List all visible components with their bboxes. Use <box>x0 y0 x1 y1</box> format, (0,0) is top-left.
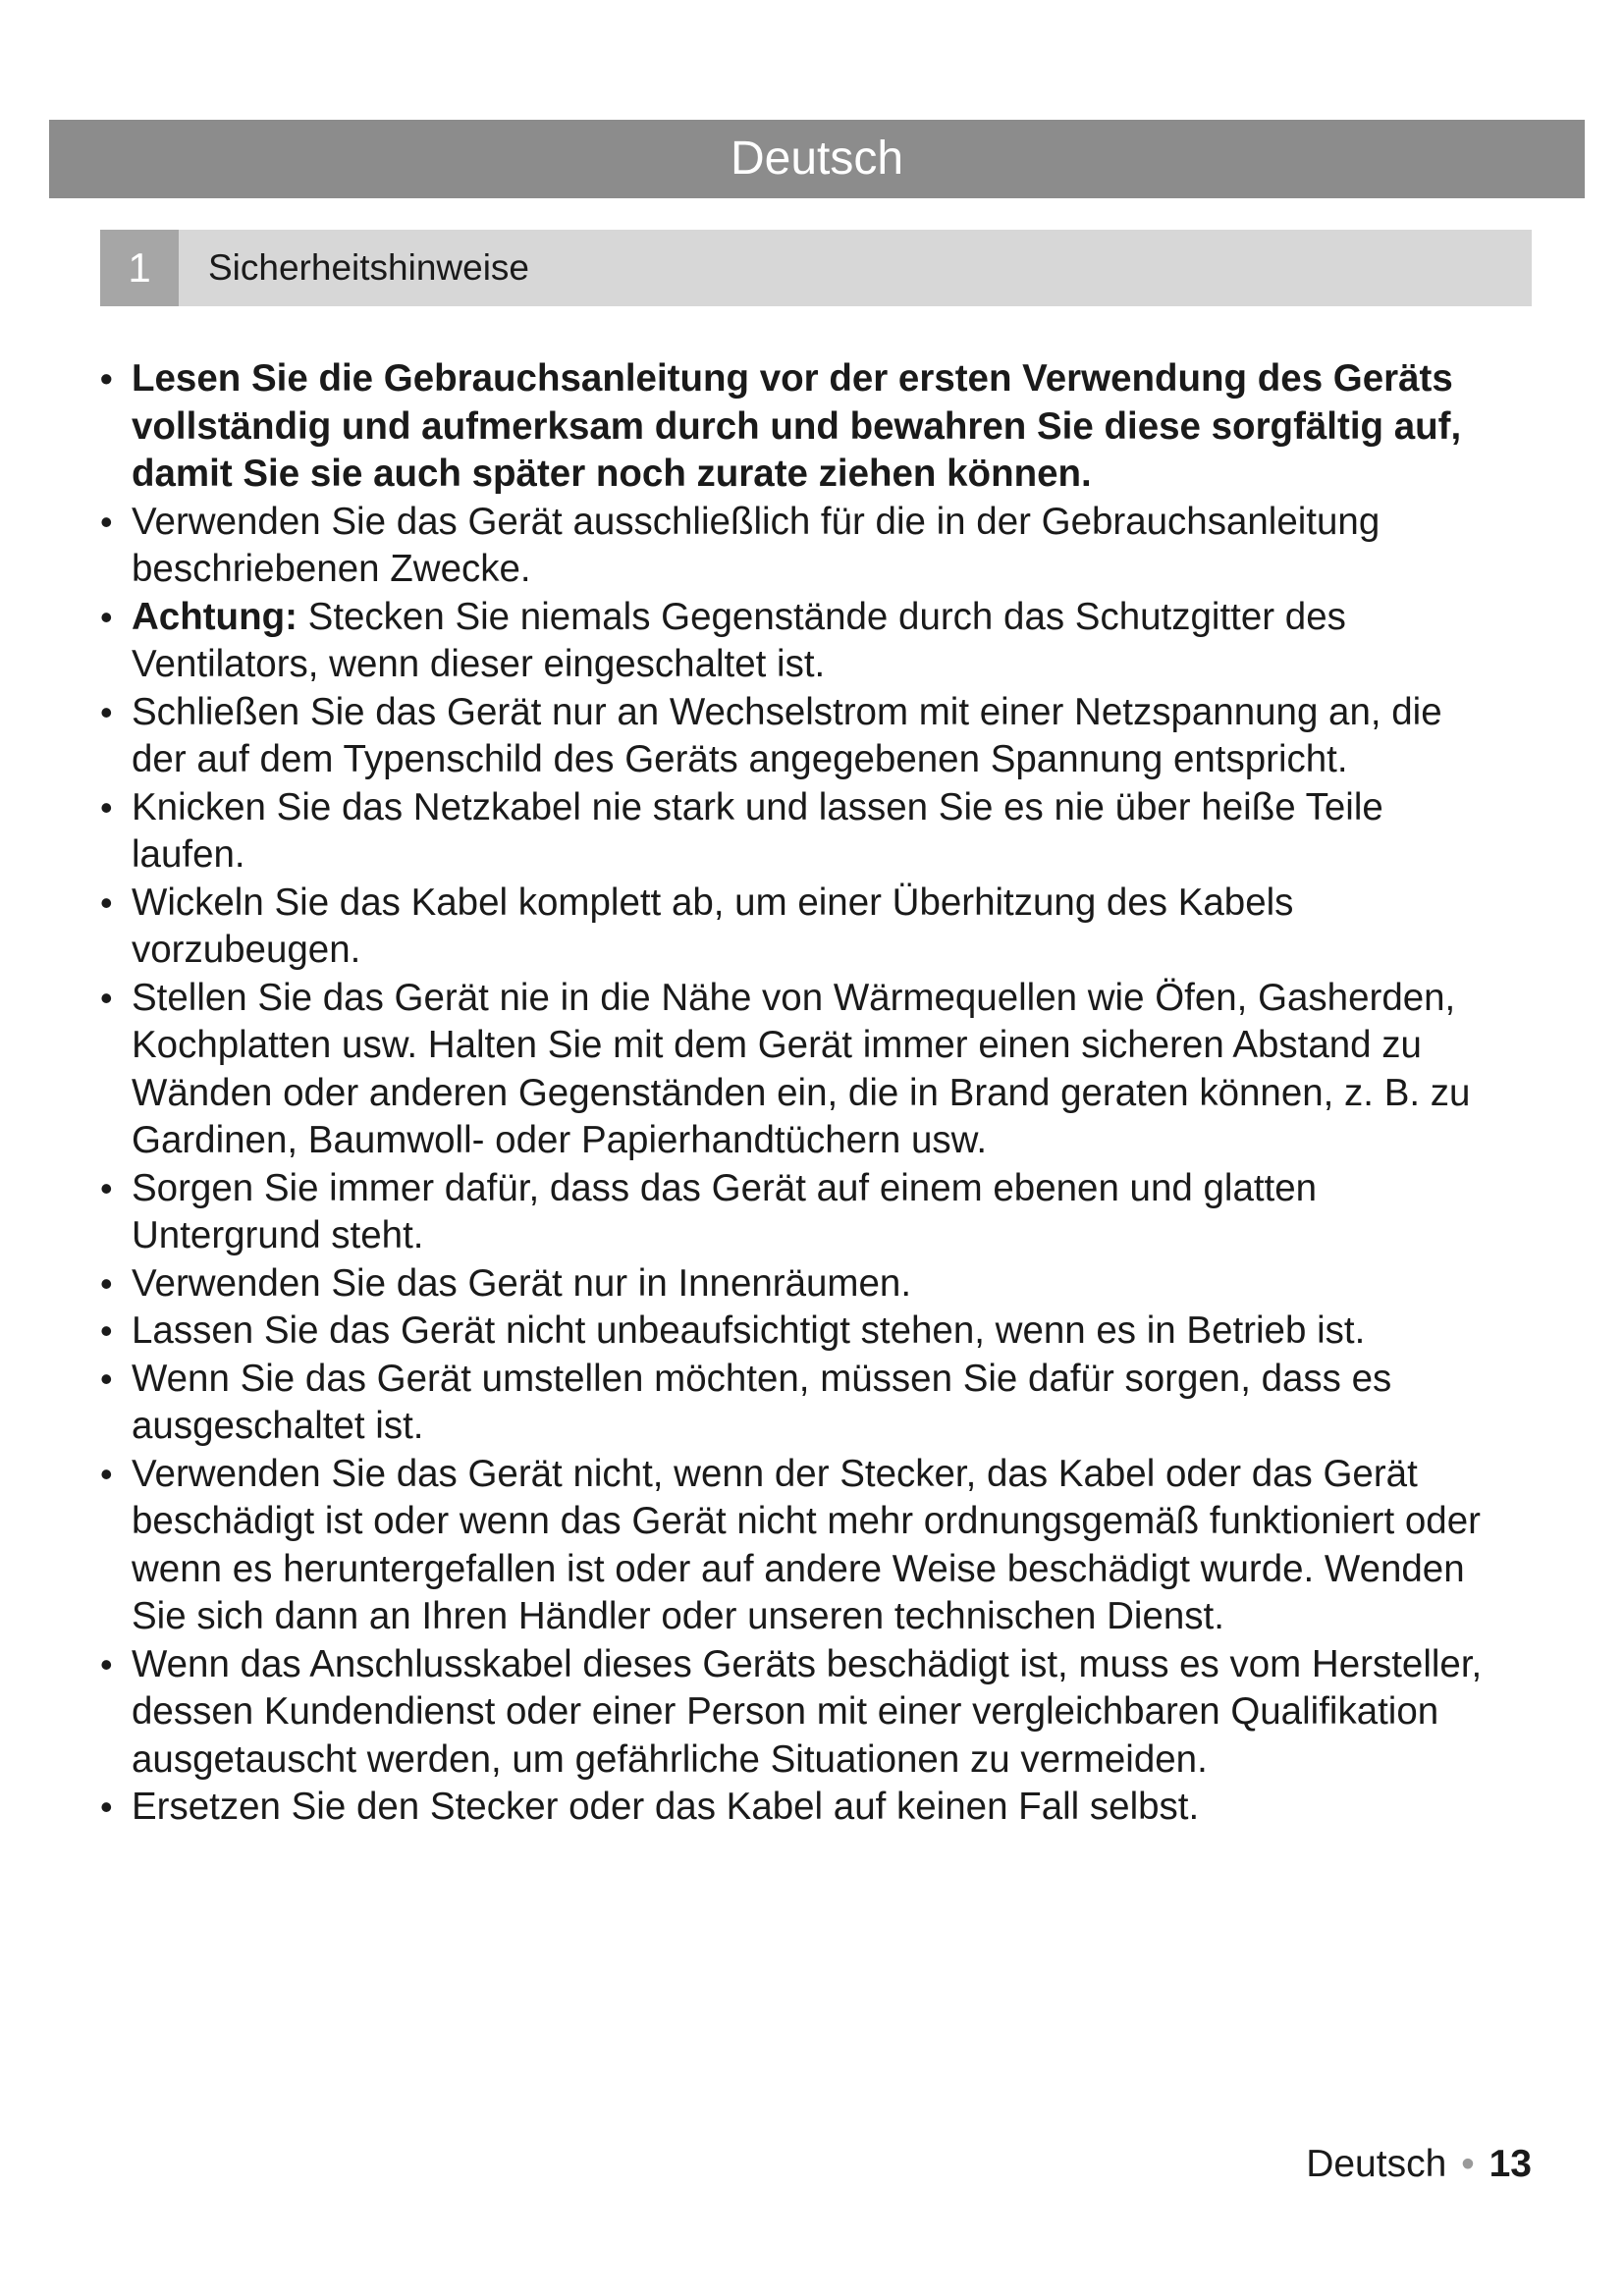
list-item: • Verwenden Sie das Gerät nicht, wenn der Stecker, das Kabel oder das Gerät beschädigt ist oder wenn das Gerät nicht mehr ordnungsgemäß funktioniert oder wenn es heruntergefallen ist oder auf andere Weise beschädigt wurde. Wenden Sie sich dann an Ihren Händler oder unseren technischen Dienst. <box>98 1451 1502 1641</box>
warning-label: Achtung: <box>132 595 298 638</box>
list-item: • Schließen Sie das Gerät nur an Wechselstrom mit einer Netzspannung an, die der auf dem Typenschild des Geräts angegebenen Spannung entspricht. <box>98 689 1502 784</box>
list-item-text: Stecken Sie niemals Gegenstände durch das Schutzgitter des Ventilators, wenn dieser eingeschaltet ist. <box>132 595 1346 685</box>
footer-language: Deutsch <box>1306 2143 1447 2185</box>
section-number: 1 <box>100 230 179 306</box>
list-item: • Verwenden Sie das Gerät ausschließlich für die in der Gebrauchsanleitung beschriebenen Zwecke. <box>98 499 1502 594</box>
section-title: Sicherheitshinweise <box>208 247 530 288</box>
list-item: • Sorgen Sie immer dafür, dass das Gerät auf einem ebenen und glatten Untergrund steht. <box>98 1165 1502 1260</box>
list-item: • Lassen Sie das Gerät nicht unbeaufsichtigt stehen, wenn es in Betrieb ist. <box>98 1308 1502 1356</box>
page-number: 13 <box>1489 2143 1532 2185</box>
section-header <box>100 230 1532 306</box>
list-item <box>98 594 1502 689</box>
list-item: • Stellen Sie das Gerät nie in die Nähe von Wärmequellen wie Öfen, Gasherden, Kochplatten usw. Halten Sie mit dem Gerät immer einen sicheren Abstand zu Wänden oder anderen Gegenständen ein, die in Brand geraten können, z. B. zu Gardinen, Baumwoll- oder Papierhandtüchern usw. <box>98 975 1502 1165</box>
footer-separator: • <box>1461 2143 1475 2185</box>
list-item: • Lesen Sie die Gebrauchsanleitung vor der ersten Verwendung des Geräts vollständig und aufmerksam durch und bewahren Sie diese sorgfältig auf, damit Sie sie auch später noch zurate ziehen können. <box>98 355 1502 499</box>
list-item: • Knicken Sie das Netzkabel nie stark und lassen Sie es nie über heiße Teile laufen. <box>98 784 1502 880</box>
list-item: • Wickeln Sie das Kabel komplett ab, um einer Überhitzung des Kabels vorzubeugen. <box>98 880 1502 975</box>
language-banner: Deutsch <box>49 120 1585 198</box>
list-item: • Wenn Sie das Gerät umstellen möchten, müssen Sie dafür sorgen, dass es ausgeschaltet ist. <box>98 1356 1502 1451</box>
list-item: • Wenn das Anschlusskabel dieses Geräts beschädigt ist, muss es vom Hersteller, dessen Kundendienst oder einer Person mit einer vergleichbaren Qualifikation ausgetauscht werden, um gefährliche Situationen zu vermeiden. <box>98 1641 1502 1785</box>
safety-instructions-list <box>98 355 1502 1832</box>
list-item: • Ersetzen Sie den Stecker oder das Kabel auf keinen Fall selbst. <box>98 1784 1502 1832</box>
page-footer <box>1306 2143 1532 2186</box>
list-item: • Verwenden Sie das Gerät nur in Innenräumen. <box>98 1260 1502 1308</box>
